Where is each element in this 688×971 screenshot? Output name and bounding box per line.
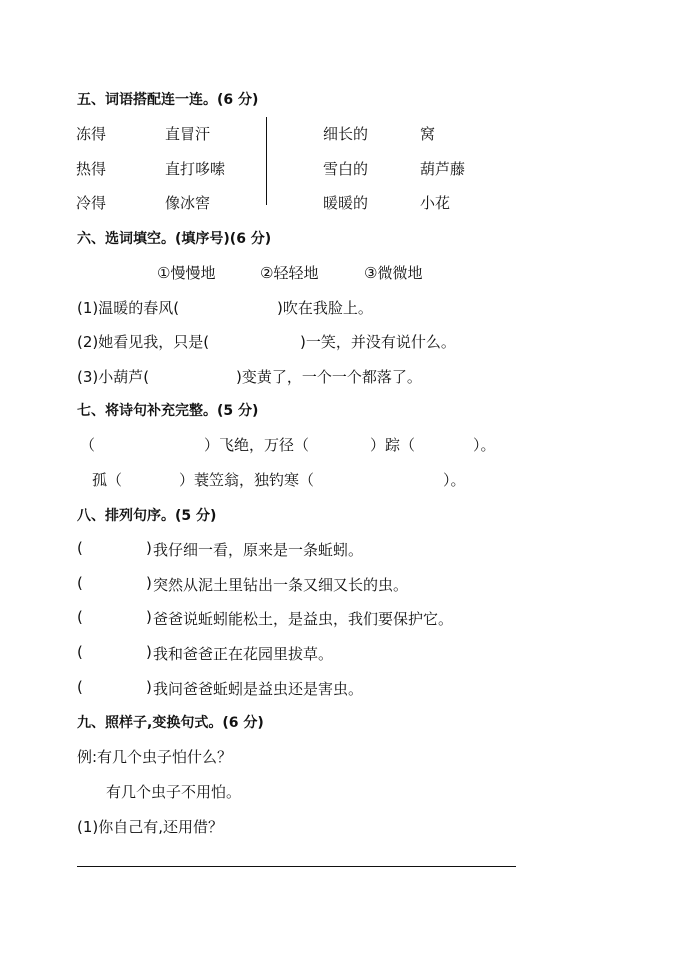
fill-q2-end: )一笑，并没有说什么。 bbox=[300, 333, 456, 351]
option-2: ②轻轻地 bbox=[260, 264, 319, 282]
fill-q3-end: )变黄了，一个一个都落了。 bbox=[236, 368, 422, 386]
answer-line bbox=[77, 866, 516, 867]
fill-q1-start: (1)温暖的春风( bbox=[77, 299, 180, 317]
match-right-noun-2: 葫芦藤 bbox=[420, 160, 466, 178]
order-item-5-text: 我问爸爸蚯蚓是益虫还是害虫。 bbox=[153, 680, 364, 698]
match-left-word-3: 冷得 bbox=[76, 194, 107, 212]
order-item-5-open: ( bbox=[77, 678, 83, 696]
match-right-word-3: 暖暖的 bbox=[323, 194, 369, 212]
section-5-title: 五、词语搭配连一连。(6 分) bbox=[77, 92, 259, 108]
section-8-title: 八、排列句序。(5 分) bbox=[77, 508, 217, 524]
option-1: ①慢慢地 bbox=[157, 264, 216, 282]
match-left-phrase-2: 直打哆嗦 bbox=[165, 160, 226, 178]
poem-line2-part2: ）蓑笠翁，独钓寒（ bbox=[179, 471, 315, 489]
section-9-title: 九、照样子,变换句式。(6 分) bbox=[77, 715, 264, 731]
example-question: 例:有几个虫子怕什么？ bbox=[77, 748, 233, 766]
order-item-2-open: ( bbox=[77, 574, 83, 592]
match-left-word-1: 冻得 bbox=[76, 125, 107, 143]
match-left-phrase-3: 像冰窖 bbox=[165, 194, 211, 212]
match-right-word-2: 雪白的 bbox=[323, 160, 369, 178]
order-item-1-open: ( bbox=[77, 539, 83, 557]
order-item-4-open: ( bbox=[77, 643, 83, 661]
order-item-3-text: 爸爸说蚯蚓能松土，是益虫，我们要保护它。 bbox=[153, 610, 454, 628]
poem-line1-part2: ）飞绝，万径（ bbox=[204, 436, 310, 454]
order-item-1-close: ) bbox=[146, 539, 152, 557]
match-right-noun-1: 窝 bbox=[420, 125, 436, 143]
poem-line1-part4: ）。 bbox=[473, 436, 496, 454]
example-answer: 有几个虫子不用怕。 bbox=[106, 783, 242, 801]
match-right-word-1: 细长的 bbox=[323, 125, 369, 143]
order-item-5-close: ) bbox=[146, 678, 152, 696]
poem-line1-part1: （ bbox=[80, 436, 96, 454]
order-item-2-close: ) bbox=[146, 574, 152, 592]
section-6-title: 六、选词填空。(填序号)(6 分) bbox=[77, 231, 272, 247]
order-item-1-text: 我仔细一看，原来是一条蚯蚓。 bbox=[153, 541, 364, 559]
match-right-noun-3: 小花 bbox=[420, 194, 451, 212]
order-item-3-close: ) bbox=[146, 608, 152, 626]
option-3: ③微微地 bbox=[364, 264, 423, 282]
order-item-4-text: 我和爸爸正在花园里拔草。 bbox=[153, 645, 334, 663]
poem-line2-part1: 孤（ bbox=[92, 471, 123, 489]
order-item-4-close: ) bbox=[146, 643, 152, 661]
poem-line2-part3: ）。 bbox=[443, 471, 466, 489]
rewrite-q1: (1)你自己有,还用借？ bbox=[77, 818, 224, 836]
fill-q2-start: (2)她看见我，只是( bbox=[77, 333, 210, 351]
match-left-word-2: 热得 bbox=[76, 160, 107, 178]
match-left-phrase-1: 直冒汗 bbox=[165, 125, 211, 143]
poem-line1-part3: ）踪（ bbox=[370, 436, 416, 454]
fill-q1-end: )吹在我脸上。 bbox=[277, 299, 373, 317]
divider-line bbox=[266, 117, 267, 205]
section-7-title: 七、将诗句补充完整。(5 分) bbox=[77, 403, 259, 419]
fill-q3-start: (3)小葫芦( bbox=[77, 368, 150, 386]
order-item-3-open: ( bbox=[77, 608, 83, 626]
order-item-2-text: 突然从泥土里钻出一条又细又长的虫。 bbox=[153, 576, 409, 594]
